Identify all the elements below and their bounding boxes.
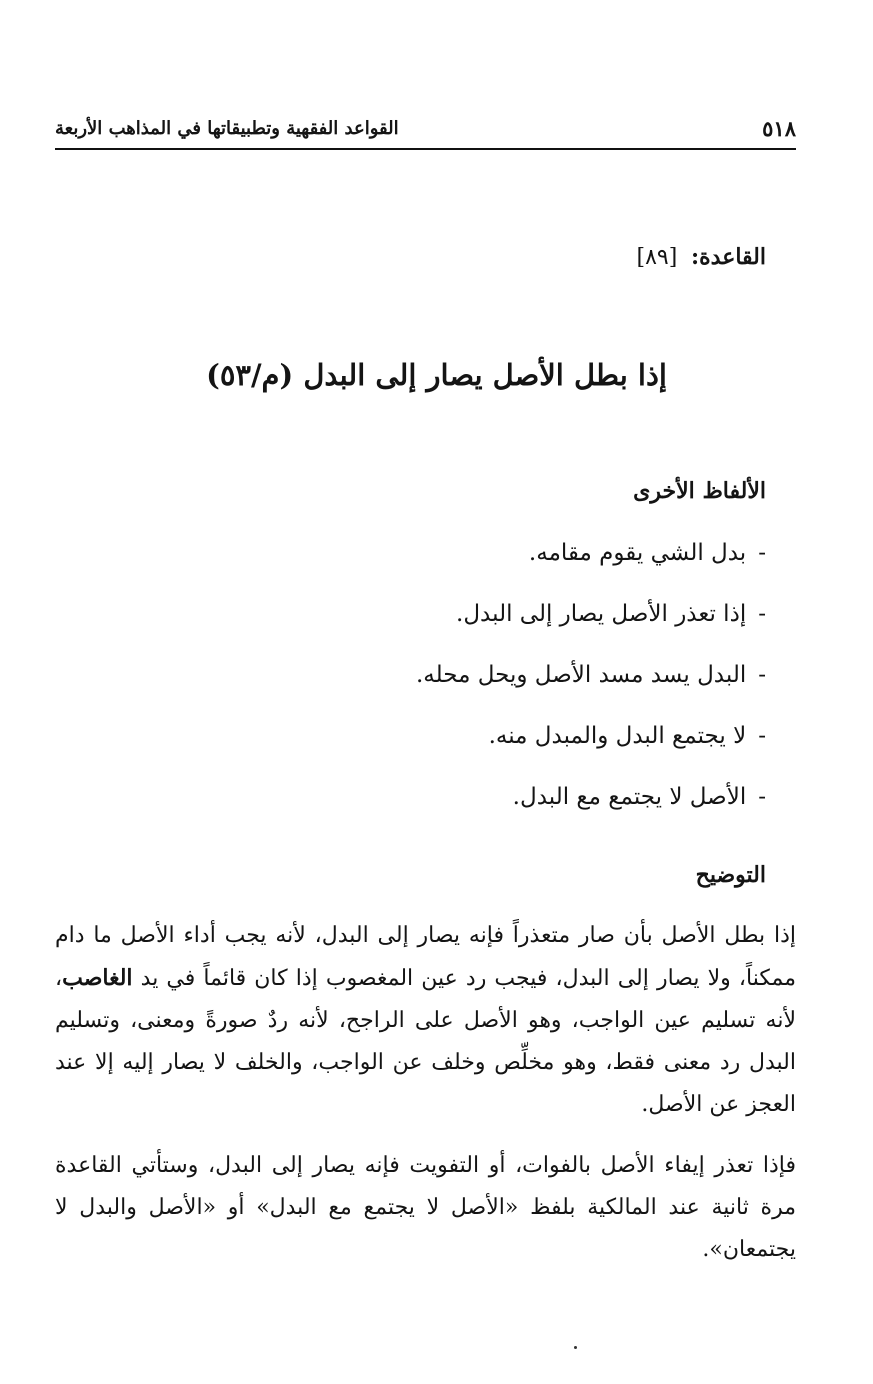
list-item (416, 535, 766, 596)
paragraph-text: ، لأنه تسليم عين الواجب، وهو الأصل على الراجح، لأنه ردٌ صورةً ومعنى، وتسليم البدل رد معنى فقط، وهو مخلِّص وخلف عن الواجب، والخلف لا يصار إليه إلا عند العجز عن الأصل. (55, 966, 796, 1117)
list-dash: - (758, 601, 766, 627)
list-dash: - (758, 784, 766, 810)
list-item-text: لا يجتمع البدل والمبدل منه. (488, 723, 747, 749)
explanation-heading: التوضيح (695, 862, 766, 888)
page-number: ٥١٨ (762, 116, 796, 141)
list-dash: - (758, 723, 766, 749)
rule-number-line (637, 244, 766, 270)
print-speck (574, 1346, 577, 1349)
running-header (55, 112, 796, 150)
paragraph-text: إذا بطل الأصل بأن صار متعذراً فإنه يصار إلى البدل، لأنه يجب أداء الأصل ما دام ممكناً، ولا يصار إلى البدل، فيجب رد عين المغصوب إذا كان قائماً في يد (55, 923, 796, 991)
list-item-text: بدل الشي يقوم مقامه. (528, 540, 747, 566)
book-title: القواعد الفقهية وتطبيقاتها في المذاهب الأربعة (55, 118, 399, 139)
alternatives-heading: الألفاظ الأخرى (633, 478, 766, 504)
list-item-text: الأصل لا يجتمع مع البدل. (512, 784, 747, 810)
list-item-text: البدل يسد مسد الأصل ويحل محله. (415, 662, 747, 688)
explanation-paragraph-2: فإذا تعذر إيفاء الأصل بالفوات، أو التفويت فإنه يصار إلى البدل، وستأتي القاعدة مرة ثانية عند المالكية بلفظ «الأصل لا يجتمع مع البدل» أو «الأصل والبدل لا يجتمعان». (55, 1153, 796, 1262)
rule-title: إذا بطل الأصل يصار إلى البدل (م/٥٣) (206, 358, 667, 392)
alternatives-list (416, 535, 766, 840)
rule-label: القاعدة: (691, 244, 766, 270)
bold-term: الغاصب (62, 965, 133, 991)
list-item-text: إذا تعذر الأصل يصار إلى البدل. (456, 601, 747, 627)
list-item (416, 718, 766, 779)
list-dash: - (758, 540, 766, 566)
explanation-paragraph-1 (55, 915, 796, 1126)
rule-number: [٨٩] (636, 245, 678, 270)
list-item (416, 596, 766, 657)
list-item (416, 657, 766, 718)
list-dash: - (758, 662, 766, 688)
list-item (416, 779, 766, 840)
